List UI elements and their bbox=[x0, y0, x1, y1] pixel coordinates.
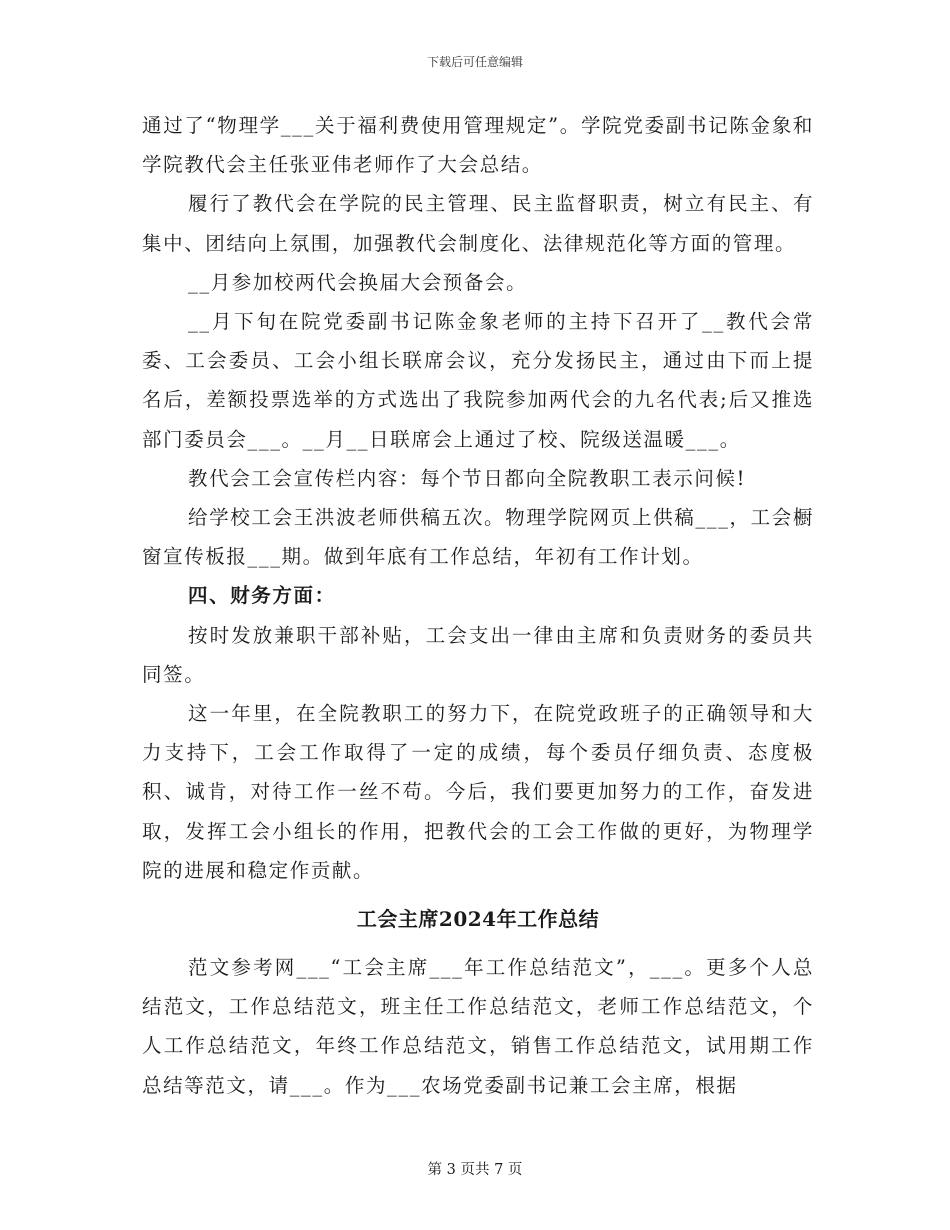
header-note: 下载后可任意编辑 bbox=[426, 55, 523, 69]
paragraph-year-summary: 这一年里，在全院教职工的努力下，在院党政班子的正确领导和大力支持下，工会工作取得了一定的成绩，每个委员仔细负责、态度极积、诚肯，对待工作一丝不苟。今后，我们要更加努力的工作，奋发进取，发挥工会小组长的作用，把教代会的工会工作做的更好，为物理学院的进展和稳定作贡献。 bbox=[142, 702, 814, 882]
paragraph-article-intro: 范文参考网___“工会主席___年工作总结范文”，___。更多个人总结范文，工作总结范文，班主任工作总结范文，老师工作总结范文，个人工作总结范文，年终工作总结范文，销售工作总结范文，试用期工作总结等范文，请___。作为___农场党委副书记兼工会主席，根据 bbox=[142, 956, 814, 1097]
paragraph-contributions: 给学校工会王洪波老师供稿五次。物理学院网页上供稿___，工会橱窗宣传板报___期。做到年底有工作总结，年初有工作计划。 bbox=[142, 506, 814, 569]
paragraph-continuation: 通过了“物理学___关于福利费使用管理规定”。学院党委副书记陈金象和学院教代会主任张亚伟老师作了大会总结。 bbox=[142, 114, 814, 177]
paragraph-finance-allowance: 按时发放兼职干部补贴，工会支出一律由主席和负责财务的委员共同签。 bbox=[142, 623, 814, 686]
paragraph-preparatory-meeting: __月参加校两代会换届大会预备会。 bbox=[188, 270, 528, 294]
document-body bbox=[142, 106, 814, 1105]
section-heading-finance: 四、财务方面： bbox=[188, 584, 336, 608]
paragraph-bulletin-board: 教代会工会宣传栏内容：每个节日都向全院教职工表示问候! bbox=[188, 466, 747, 490]
page-number: 第 3 页共 7 页 bbox=[427, 1162, 523, 1178]
article-title: 工会主席2024年工作总结 bbox=[356, 907, 600, 932]
paragraph-democratic-management: 履行了教代会在学院的民主管理、民主监督职责，树立有民主、有集中、团结向上氛围，加强教代会制度化、法律规范化等方面的管理。 bbox=[142, 192, 814, 255]
paragraph-joint-meeting: __月下旬在院党委副书记陈金象老师的主持下召开了__教代会常委、工会委员、工会小组长联席会议，充分发扬民主，通过由下而上提名后，差额投票选举的方式选出了我院参加两代会的九名代表;后又推选部门委员会___。__月__日联席会上通过了校、院级送温暖___。 bbox=[142, 310, 814, 451]
